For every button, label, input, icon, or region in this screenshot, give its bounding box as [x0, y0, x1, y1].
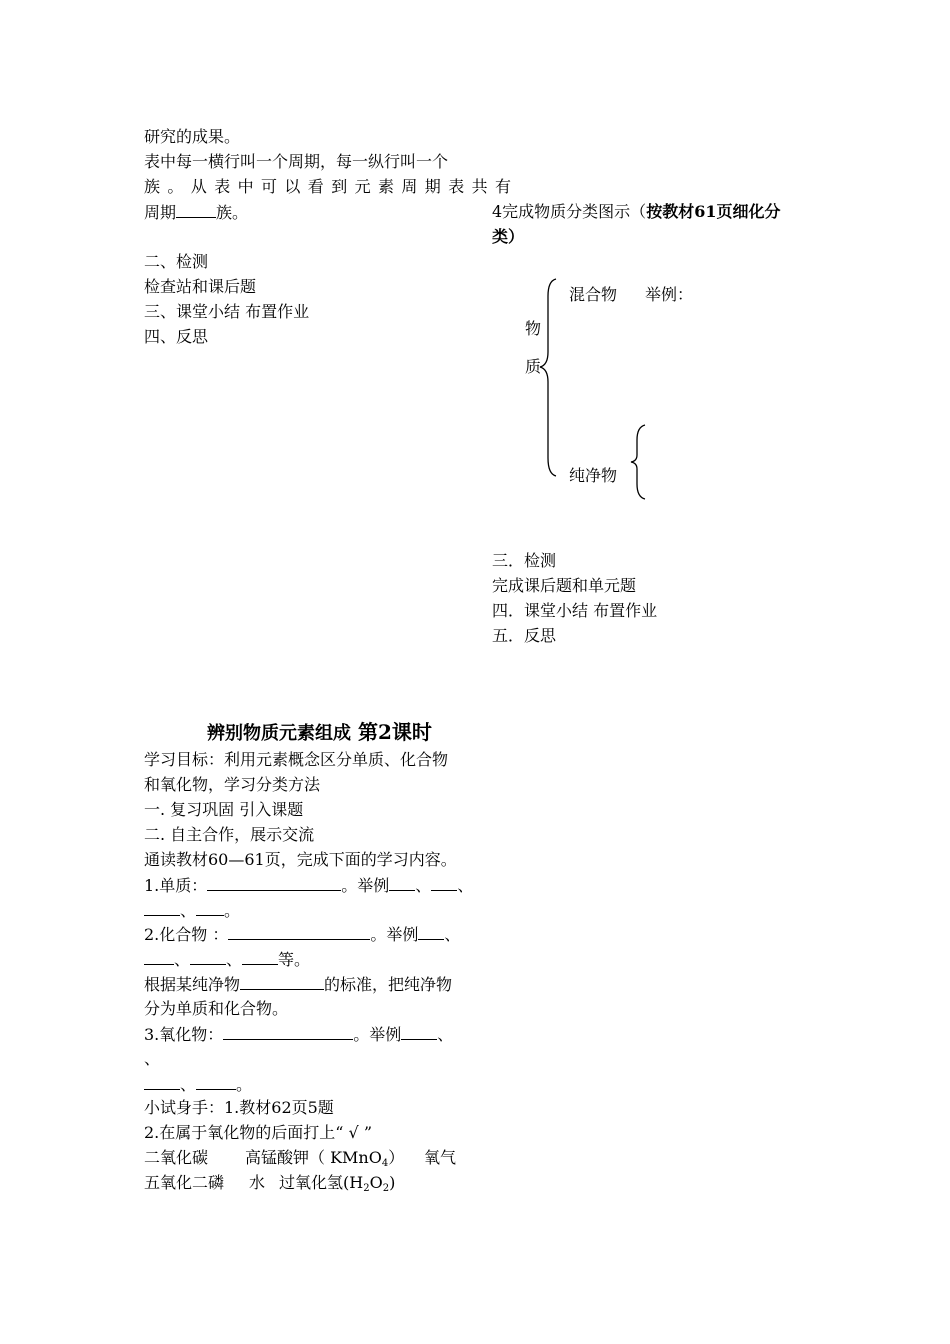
- subscript: 2: [382, 1183, 390, 1194]
- question-line: [144, 1048, 160, 1072]
- paragraph-line: 通读教材60—61页，完成下面的学习内容。: [144, 850, 457, 869]
- text-fragment: 族。: [216, 203, 249, 222]
- text-fragment: 。举例: [353, 1025, 402, 1044]
- text-fragment: 、: [180, 1075, 197, 1094]
- paragraph-line: [144, 973, 452, 997]
- paragraph-line: 小试身手：1.教材62页5题: [144, 1098, 334, 1117]
- blank-line: [431, 874, 457, 891]
- section-heading: 三、课堂小结 布置作业: [144, 302, 310, 321]
- question-line: [144, 1073, 252, 1097]
- paragraph-line: 完成课后题和单元题: [492, 576, 637, 595]
- blank-line: [240, 973, 324, 990]
- diagram-label: 纯净物: [569, 466, 618, 485]
- text-fragment: 、: [444, 925, 461, 944]
- text-fragment: 、: [437, 1025, 454, 1044]
- section-heading: 三．检测: [492, 551, 557, 570]
- text-fragment: 2.化合物 ：: [144, 925, 229, 944]
- blank-line: [223, 1023, 353, 1040]
- blank-line: [418, 923, 444, 940]
- text-fragment: 4完成物质分类图示（: [492, 202, 647, 221]
- compound-item: [279, 1172, 395, 1196]
- diagram-label: 物: [525, 319, 542, 338]
- subscript: 4: [381, 1158, 389, 1169]
- text-fragment: 过氧化氢(H: [279, 1173, 364, 1192]
- question-line: [144, 874, 473, 898]
- blank-line: [196, 1073, 236, 1090]
- text-fragment: 、: [180, 901, 197, 920]
- question-line: [144, 948, 310, 972]
- paragraph-line: 族。从表中可以看到元素周期表共有: [144, 177, 519, 196]
- section-heading: 四、反思: [144, 327, 209, 346]
- paragraph-line: 和氧化物，学习分类方法: [144, 775, 321, 794]
- text-fragment: 3.氧化物：: [144, 1025, 224, 1044]
- paragraph-line: 表中每一横行叫一个周期，每一纵行叫一个: [144, 152, 449, 171]
- text-fragment: 高锰酸钾（ KMnO: [245, 1148, 382, 1167]
- text-fragment: 的标准，把纯净物: [324, 975, 453, 994]
- blank-line: [144, 1073, 180, 1090]
- compound-item: 氧气: [424, 1148, 457, 1167]
- title-text: 第2课时: [351, 720, 432, 744]
- inner-brace: [631, 425, 645, 499]
- blank-line: [401, 1023, 437, 1040]
- blank-line: [196, 899, 224, 916]
- text-fragment: 等。: [278, 950, 311, 969]
- section-heading: 二. 自主合作，展示交流: [144, 825, 315, 844]
- diagram-label: 质: [525, 357, 542, 376]
- subscript: 2: [363, 1183, 370, 1194]
- question-line: [144, 899, 240, 923]
- question-line: [144, 1023, 453, 1047]
- diagram-label: 混合物: [569, 285, 618, 304]
- task-line: 类）: [492, 227, 525, 246]
- compound-item: 五氧化二磷: [144, 1173, 225, 1192]
- text-fragment: ): [389, 1173, 396, 1192]
- text-fragment: 1.单质：: [144, 876, 208, 895]
- text-fragment: 、: [174, 950, 191, 969]
- blank-line: [144, 899, 180, 916]
- paragraph-line: 学习目标：利用元素概念区分单质、化合物: [144, 750, 449, 769]
- page-title: [207, 721, 432, 745]
- text-fragment: 、: [457, 876, 474, 895]
- text-fragment: 、: [415, 876, 432, 895]
- section-heading: 一. 复习巩固 引入课题: [144, 800, 304, 819]
- paragraph-line: 分为单质和化合物。: [144, 999, 289, 1018]
- blank-line: [207, 874, 341, 891]
- compound-item: 水: [249, 1173, 266, 1192]
- paragraph-line: 2.在属于氧化物的后面打上“ √ ”: [144, 1123, 372, 1142]
- title-text: 辨别物质元素组成: [207, 723, 351, 744]
- blank-line: [242, 948, 278, 965]
- text-fragment: 按教材61页细化分: [646, 202, 781, 221]
- paragraph-line: 研究的成果。: [144, 127, 241, 146]
- blank-line: [190, 948, 226, 965]
- paragraph-line: 检查站和课后题: [144, 277, 257, 296]
- compound-item: 二氧化碳: [144, 1148, 209, 1167]
- text-fragment: O: [369, 1173, 383, 1192]
- text-fragment: 。: [224, 901, 241, 920]
- question-line: [144, 923, 460, 947]
- section-heading: 五．反思: [492, 626, 557, 645]
- section-heading: 二、检测: [144, 252, 209, 271]
- text-fragment: 根据某纯净物: [144, 975, 241, 994]
- outer-brace: [540, 279, 556, 476]
- blank-line: [389, 874, 415, 891]
- text-fragment: 。举例: [370, 925, 419, 944]
- text-fragment: 周期: [144, 203, 177, 222]
- text-fragment: 、: [226, 950, 243, 969]
- diagram-label: 举例：: [645, 285, 694, 304]
- text-fragment: 、: [144, 1049, 161, 1068]
- compound-item: [245, 1147, 404, 1171]
- text-fragment: ）: [388, 1148, 405, 1167]
- text-fragment: 。: [236, 1075, 253, 1094]
- blank-line: [144, 948, 174, 965]
- section-heading: 四．课堂小结 布置作业: [492, 601, 658, 620]
- text-fragment: 。举例: [341, 876, 390, 895]
- blank-line: [228, 923, 370, 940]
